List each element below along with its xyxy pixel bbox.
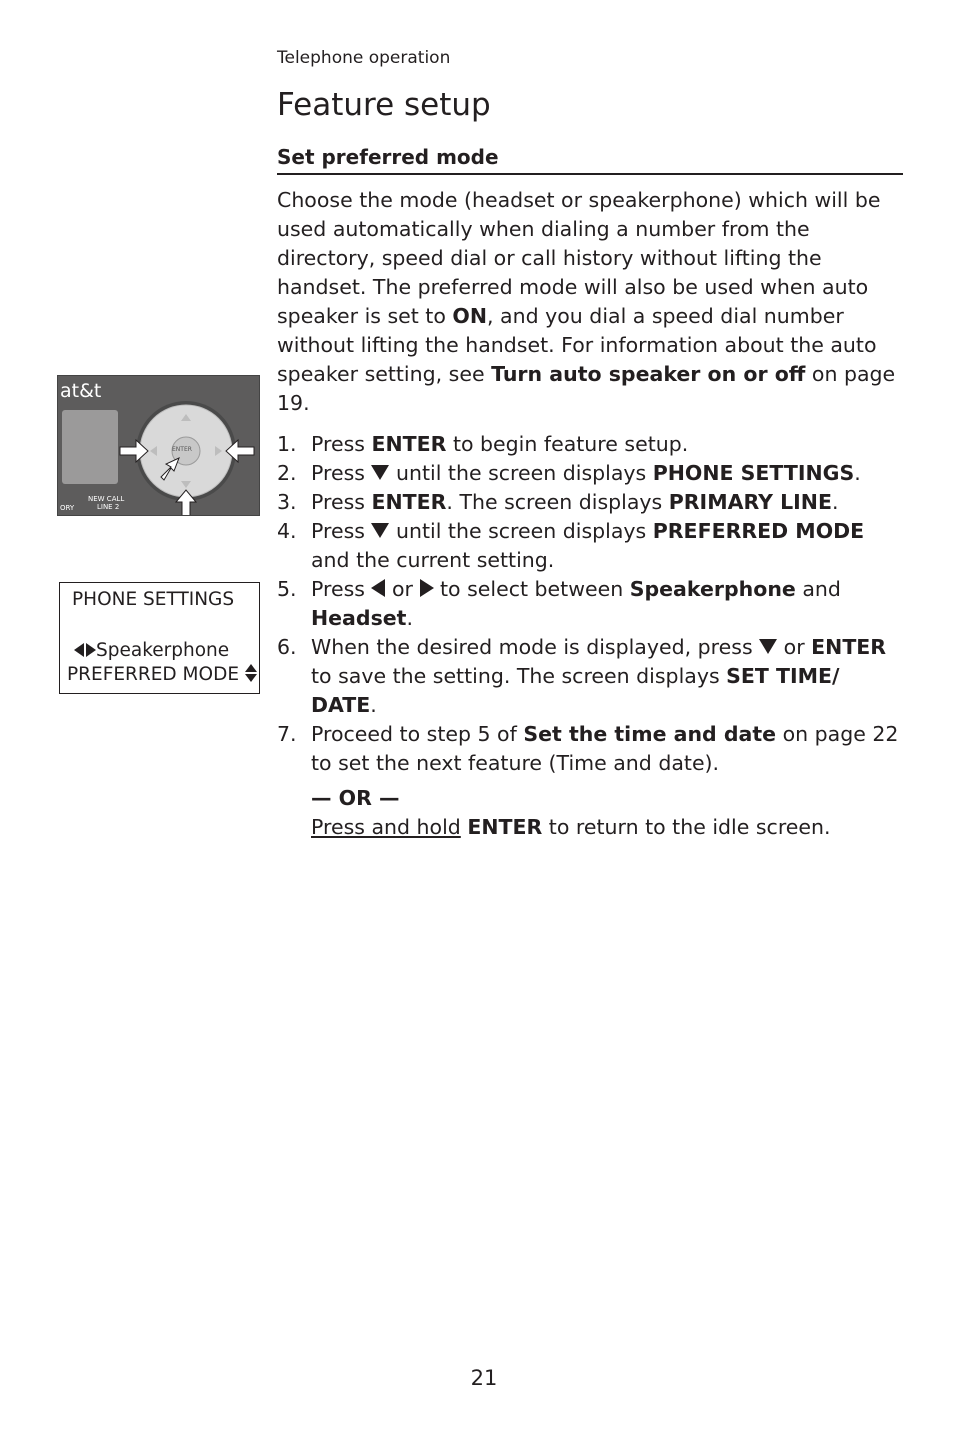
steps-list — [277, 430, 909, 778]
press-hold-instruction: Press and hold ENTER to return to the idle screen. — [311, 815, 831, 839]
subsection-heading: Set preferred mode — [277, 144, 903, 175]
right-arrow-icon — [420, 579, 434, 597]
list-item: 4. Press until the screen displays PREFERRED MODE and the current setting. — [277, 519, 865, 572]
up-down-arrows-icon — [245, 664, 257, 682]
list-item: 1. Press ENTER to begin feature setup. — [277, 432, 689, 456]
down-arrow-icon — [371, 523, 389, 538]
list-item: 2. Press until the screen displays PHONE SETTINGS. — [277, 461, 861, 485]
down-arrow-icon — [371, 465, 389, 480]
list-item: 3. Press ENTER. The screen displays PRIMARY LINE. — [277, 490, 839, 514]
lcd-line-3: PREFERRED MODE — [67, 664, 257, 685]
lcd-screen-display — [59, 582, 260, 694]
lcd-line-2: Speakerphone — [74, 640, 229, 661]
down-arrow-icon — [759, 639, 777, 654]
list-item: 5. Press or to select between Speakerphone and Headset. — [277, 577, 841, 630]
phone-navigation-image — [57, 375, 260, 516]
or-separator: — OR — — [311, 786, 400, 810]
cross-reference: Turn auto speaker on or off — [491, 362, 806, 386]
alternative-instruction — [311, 784, 911, 842]
enter-key-label: ENTER — [172, 446, 192, 453]
brand-logo: at&t — [60, 380, 102, 402]
left-right-arrows-icon — [74, 643, 96, 657]
page-number: 21 — [470, 1366, 498, 1390]
list-item: 7. Proceed to step 5 of Set the time and date on page 22 to set the next feature (Time and date). — [277, 722, 899, 775]
left-arrow-icon — [371, 579, 385, 597]
list-item: 6. When the desired mode is displayed, press or ENTER to save the setting. The screen displays SET TIME/ DATE. — [277, 635, 887, 717]
lcd-line-1: PHONE SETTINGS — [72, 589, 235, 610]
running-head: Telephone operation — [277, 48, 451, 68]
intro-paragraph: Choose the mode (headset or speakerphone) which will be used automatically when dialing a number from the directory, speed dial or call history without lifting the handset. The preferred mode will also be used when auto speaker is set to ON, and you dial a speed dial number without lifting the handset. For information about the auto speaker setting, see Turn auto speaker on or off on page 19. — [277, 188, 896, 415]
softkey-right-label: NEW CALL LINE 2 — [88, 495, 125, 511]
softkey-left-label: ORY — [60, 504, 75, 512]
section-title: Feature setup — [277, 87, 491, 123]
